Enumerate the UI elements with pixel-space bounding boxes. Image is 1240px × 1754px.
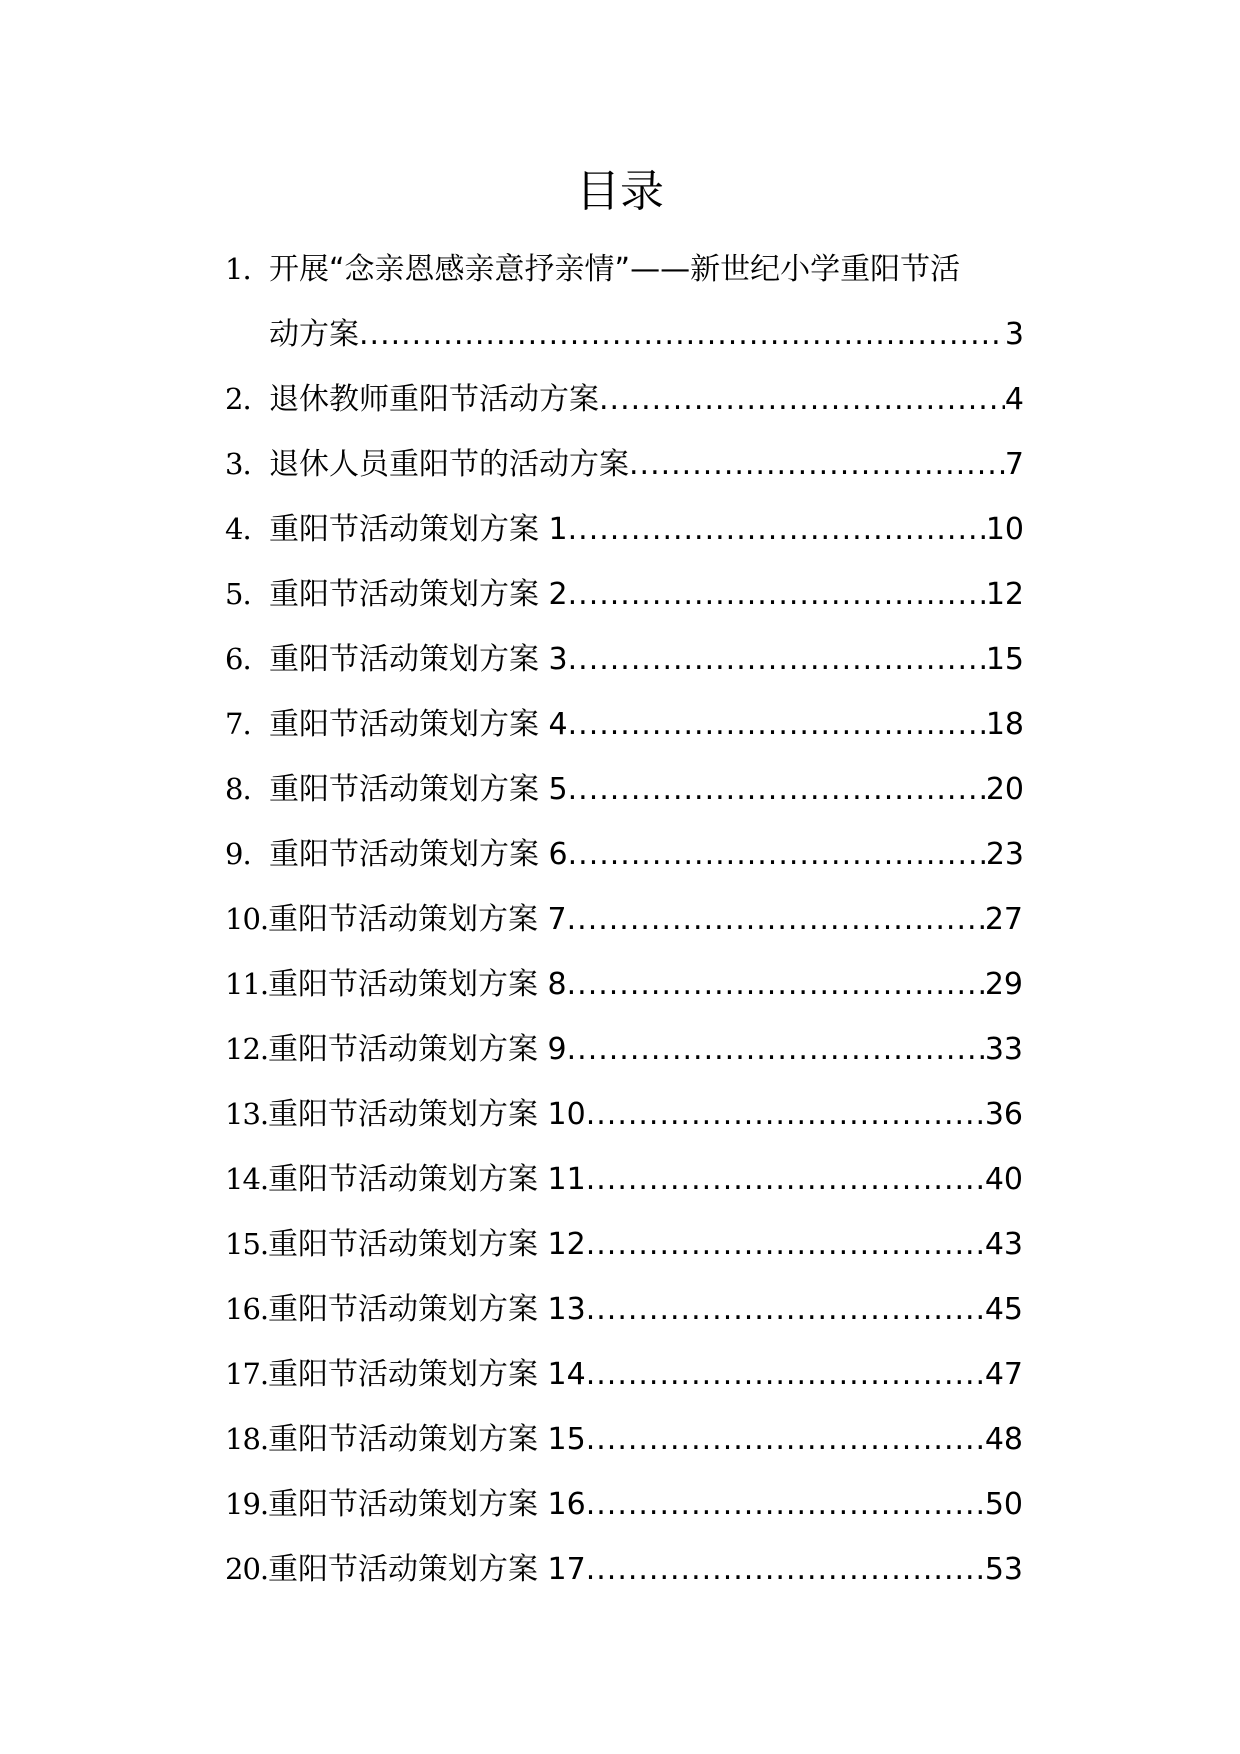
toc-entry-page: 40: [984, 1162, 1023, 1197]
toc-entry-number: 14.: [225, 1162, 269, 1196]
toc-entry-page: 48: [984, 1422, 1023, 1457]
toc-entry-label: 重阳节活动策划方案 8: [268, 967, 567, 1002]
toc-entry-text: [268, 1082, 1023, 1147]
toc-entry-text: [269, 692, 1024, 757]
toc-entry-number: 17.: [225, 1357, 269, 1391]
dot-leader: [567, 887, 985, 952]
toc-entry-12[interactable]: [225, 1017, 1075, 1082]
toc-entry-page: 47: [984, 1357, 1023, 1392]
dot-leader: [586, 1472, 985, 1537]
toc-entry-label: 重阳节活动策划方案 9: [268, 1032, 567, 1067]
toc-entry-2[interactable]: [225, 367, 1075, 432]
toc-entry-text: [268, 887, 1023, 952]
toc-entry-label: 重阳节活动策划方案 7: [268, 902, 567, 937]
toc-entry-number: 19.: [225, 1487, 269, 1521]
dot-leader: [586, 1537, 985, 1602]
toc-entry-number: 10.: [225, 902, 269, 936]
toc-entry-text: [268, 1407, 1023, 1472]
dot-leader: [599, 367, 1005, 432]
toc-entry-page: 20: [985, 772, 1024, 807]
toc-entry-label: 重阳节活动策划方案 13: [268, 1292, 586, 1327]
toc-entry-1[interactable]: [225, 237, 1075, 367]
toc-title: 目录: [576, 166, 664, 217]
toc-entry-label: 重阳节活动策划方案 10: [268, 1097, 586, 1132]
dot-leader: [586, 1082, 985, 1147]
dot-leader: [568, 757, 986, 822]
toc-entry-18[interactable]: [225, 1407, 1075, 1472]
toc-entry-number: 1.: [225, 252, 251, 286]
dot-leader: [359, 302, 1005, 367]
dot-leader: [586, 1342, 985, 1407]
toc-entry-label: 重阳节活动策划方案 16: [268, 1487, 586, 1522]
toc-entry-number: 8.: [225, 772, 251, 806]
toc-entry-number: 11.: [225, 967, 269, 1001]
toc-entry-number: 9.: [225, 837, 251, 871]
toc-entry-4[interactable]: [225, 497, 1075, 562]
toc-entry-label: 退休教师重阳节活动方案: [269, 382, 599, 417]
toc-entry-text: [268, 1147, 1023, 1212]
dot-leader: [568, 497, 986, 562]
toc-entry-page: 3: [1004, 317, 1024, 352]
toc-entry-number: 18.: [225, 1422, 269, 1456]
toc-entry-page: 15: [985, 642, 1024, 677]
toc-entry-text: [269, 822, 1024, 887]
toc-entry-text: [269, 497, 1024, 562]
toc-entry-number: 3.: [225, 447, 251, 481]
toc-entry-number: 20.: [225, 1552, 269, 1586]
toc-entry-text: [269, 367, 1024, 432]
toc-entry-number: 16.: [225, 1292, 269, 1326]
toc-entry-page: 10: [985, 512, 1024, 547]
toc-entry-text: [268, 1342, 1023, 1407]
toc-entry-text: [268, 1472, 1023, 1537]
toc-entry-page: 29: [984, 967, 1023, 1002]
toc-entry-page: 53: [984, 1552, 1023, 1587]
toc-entry-label: 重阳节活动策划方案 4: [269, 707, 568, 742]
toc-entry-7[interactable]: [225, 692, 1075, 757]
toc-entry-label: 重阳节活动策划方案 14: [268, 1357, 586, 1392]
toc-entry-page: 36: [984, 1097, 1023, 1132]
toc-entry-label: 重阳节活动策划方案 15: [268, 1422, 586, 1457]
toc-entry-14[interactable]: [225, 1147, 1075, 1212]
toc-entry-page: 4: [1004, 382, 1024, 417]
toc-entry-page: 27: [984, 902, 1023, 937]
toc-entry-label: 重阳节活动策划方案 3: [269, 642, 568, 677]
toc-entry-text: [269, 562, 1024, 627]
toc-entry-page: 23: [985, 837, 1024, 872]
toc-entry-page: 50: [984, 1487, 1023, 1522]
toc-entry-text: [269, 432, 1024, 497]
toc-entry-10[interactable]: [225, 887, 1075, 952]
toc-entry-number: 5.: [225, 577, 251, 611]
toc-entry-6[interactable]: [225, 627, 1075, 692]
toc-entry-number: 6.: [225, 642, 251, 676]
toc-entry-9[interactable]: [225, 822, 1075, 887]
toc-entry-3[interactable]: [225, 432, 1075, 497]
toc-entry-page: 18: [985, 707, 1024, 742]
toc-entry-16[interactable]: [225, 1277, 1075, 1342]
toc-entry-20[interactable]: [225, 1537, 1075, 1602]
dot-leader: [586, 1212, 985, 1277]
toc-entry-19[interactable]: [225, 1472, 1075, 1537]
toc-entry-text: [269, 237, 1079, 367]
dot-leader: [568, 627, 986, 692]
toc-entry-13[interactable]: [225, 1082, 1075, 1147]
toc-entry-number: 12.: [225, 1032, 269, 1066]
toc-entry-5[interactable]: [225, 562, 1075, 627]
toc-entry-number: 4.: [225, 512, 251, 546]
dot-leader: [567, 1017, 985, 1082]
dot-leader: [567, 952, 985, 1017]
dot-leader: [568, 562, 986, 627]
dot-leader: [586, 1277, 985, 1342]
toc-entry-text: [268, 1277, 1023, 1342]
toc-entry-page: 7: [1004, 447, 1024, 482]
toc-entry-17[interactable]: [225, 1342, 1075, 1407]
dot-leader: [586, 1407, 985, 1472]
toc-entry-label: 重阳节活动策划方案 1: [269, 512, 568, 547]
toc-entry-label: 重阳节活动策划方案 11: [268, 1162, 586, 1197]
toc-entry-label: 重阳节活动策划方案 5: [269, 772, 568, 807]
toc-entry-label: 重阳节活动策划方案 17: [268, 1552, 586, 1587]
toc-entry-text: [268, 1017, 1023, 1082]
toc-entry-text: [269, 757, 1024, 822]
toc-entry-text: [268, 1537, 1023, 1602]
toc-entry-number: 15.: [225, 1227, 269, 1261]
toc-entry-number: 7.: [225, 707, 251, 741]
toc-entry-text: [268, 1212, 1023, 1277]
toc-entry-8[interactable]: [225, 757, 1075, 822]
dot-leader: [629, 432, 1005, 497]
toc-entry-number: 2.: [225, 382, 251, 416]
toc-entry-label-line2: 动方案: [269, 317, 359, 352]
toc-entry-11[interactable]: [225, 952, 1075, 1017]
toc-entry-label-line1: 开展“念亲恩感亲意抒亲情”——新世纪小学重阳节活: [269, 252, 961, 287]
toc-entry-15[interactable]: [225, 1212, 1075, 1277]
toc-list: [225, 237, 1075, 1602]
toc-entry-line2: [269, 302, 1024, 367]
dot-leader: [568, 692, 986, 757]
toc-entry-label: 重阳节活动策划方案 12: [268, 1227, 586, 1262]
dot-leader: [568, 822, 986, 887]
toc-entry-label: 重阳节活动策划方案 2: [269, 577, 568, 612]
toc-entry-page: 33: [984, 1032, 1023, 1067]
toc-entry-page: 12: [985, 577, 1024, 612]
toc-entry-page: 43: [984, 1227, 1023, 1262]
toc-entry-page: 45: [984, 1292, 1023, 1327]
toc-entry-label: 重阳节活动策划方案 6: [269, 837, 568, 872]
toc-entry-number: 13.: [225, 1097, 269, 1131]
toc-entry-label: 退休人员重阳节的活动方案: [269, 447, 629, 482]
dot-leader: [586, 1147, 985, 1212]
toc-entry-text: [269, 627, 1024, 692]
toc-entry-text: [268, 952, 1023, 1017]
